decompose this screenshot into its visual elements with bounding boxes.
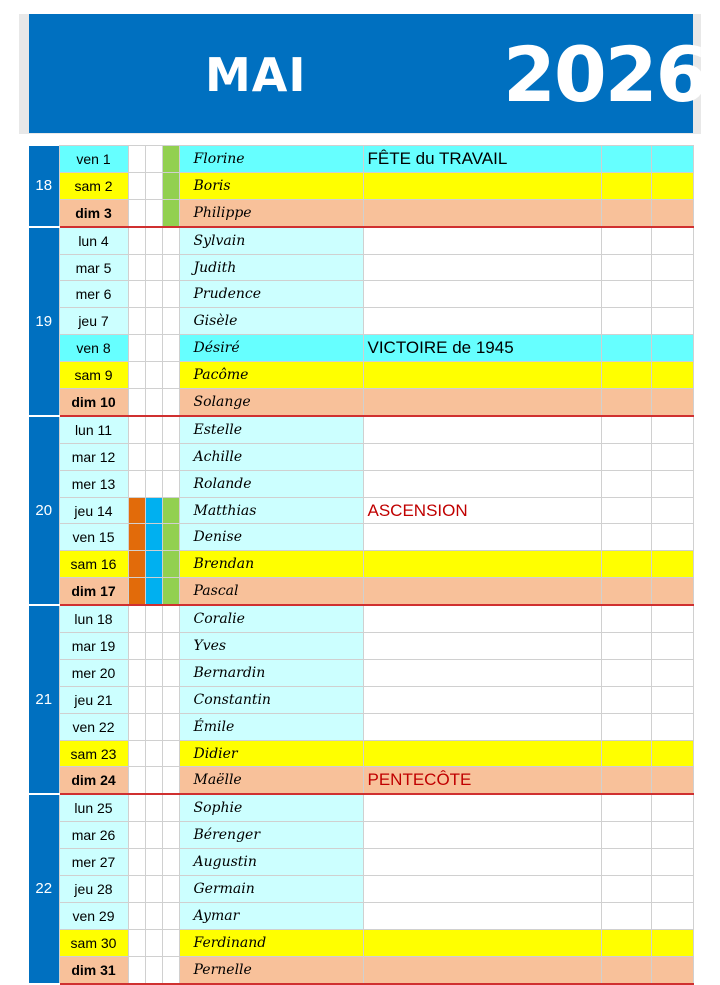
saint-name: Solange <box>179 389 363 416</box>
empty-cell <box>601 876 651 903</box>
empty-marker-cell <box>145 146 162 173</box>
calendar-row <box>29 659 693 686</box>
calendar-row <box>29 956 693 983</box>
empty-cell <box>651 470 693 497</box>
week-number: 19 <box>29 227 59 416</box>
period-marker-blue <box>145 497 162 524</box>
empty-cell <box>601 389 651 416</box>
empty-marker-cell <box>128 740 145 767</box>
saint-name: Philippe <box>179 199 363 226</box>
empty-marker-cell <box>145 172 162 199</box>
calendar-row <box>29 578 693 605</box>
empty-marker-cell <box>145 822 162 849</box>
calendar-row <box>29 172 693 199</box>
period-marker-blue <box>145 578 162 605</box>
calendar-row <box>29 308 693 335</box>
period-marker-green <box>162 578 179 605</box>
empty-marker-cell <box>162 929 179 956</box>
empty-marker-cell <box>145 794 162 821</box>
empty-marker-cell <box>162 443 179 470</box>
event-label <box>363 199 601 226</box>
empty-cell <box>601 362 651 389</box>
period-marker-blue <box>145 524 162 551</box>
saint-name: Didier <box>179 740 363 767</box>
saint-name: Bernardin <box>179 659 363 686</box>
day-label: jeu 14 <box>59 497 128 524</box>
empty-cell <box>651 443 693 470</box>
event-label <box>363 605 601 632</box>
empty-cell <box>601 524 651 551</box>
event-label <box>363 227 601 254</box>
empty-marker-cell <box>162 470 179 497</box>
saint-name: Pacôme <box>179 362 363 389</box>
day-label: jeu 21 <box>59 686 128 713</box>
calendar-header <box>29 14 707 133</box>
empty-cell <box>651 254 693 281</box>
empty-marker-cell <box>162 281 179 308</box>
empty-cell <box>601 633 651 660</box>
saint-name: Achille <box>179 443 363 470</box>
saint-name: Denise <box>179 524 363 551</box>
day-label: dim 3 <box>59 199 128 226</box>
calendar-row <box>29 335 693 362</box>
empty-marker-cell <box>145 956 162 983</box>
event-label <box>363 524 601 551</box>
empty-marker-cell <box>145 199 162 226</box>
calendar-row <box>29 524 693 551</box>
event-label <box>363 740 601 767</box>
empty-marker-cell <box>145 389 162 416</box>
empty-cell <box>651 227 693 254</box>
calendar-row <box>29 281 693 308</box>
event-label <box>363 362 601 389</box>
empty-cell <box>601 822 651 849</box>
empty-cell <box>601 227 651 254</box>
empty-marker-cell <box>128 849 145 876</box>
day-label: sam 16 <box>59 551 128 578</box>
empty-marker-cell <box>145 605 162 632</box>
empty-marker-cell <box>162 362 179 389</box>
empty-cell <box>601 686 651 713</box>
event-label <box>363 794 601 821</box>
week-number: 20 <box>29 416 59 605</box>
calendar-row <box>29 876 693 903</box>
day-label: dim 31 <box>59 956 128 983</box>
empty-marker-cell <box>162 740 179 767</box>
calendar-row <box>29 605 693 632</box>
saint-name: Constantin <box>179 686 363 713</box>
week-number: 18 <box>29 146 59 227</box>
empty-cell <box>601 740 651 767</box>
empty-cell <box>651 686 693 713</box>
period-marker-orange <box>128 578 145 605</box>
empty-cell <box>651 740 693 767</box>
period-marker-blue <box>145 551 162 578</box>
empty-marker-cell <box>162 876 179 903</box>
calendar-row <box>29 389 693 416</box>
empty-marker-cell <box>162 227 179 254</box>
day-label: mer 6 <box>59 281 128 308</box>
empty-marker-cell <box>145 659 162 686</box>
day-label: mar 19 <box>59 633 128 660</box>
calendar-row <box>29 767 693 794</box>
empty-marker-cell <box>128 281 145 308</box>
period-marker-green <box>162 199 179 226</box>
empty-cell <box>601 578 651 605</box>
calendar-row <box>29 849 693 876</box>
empty-cell <box>651 956 693 983</box>
day-label: mer 13 <box>59 470 128 497</box>
empty-marker-cell <box>128 902 145 929</box>
empty-marker-cell <box>162 605 179 632</box>
empty-marker-cell <box>162 794 179 821</box>
week-number: 22 <box>29 794 59 983</box>
event-label <box>363 659 601 686</box>
event-label <box>363 578 601 605</box>
saint-name: Désiré <box>179 335 363 362</box>
empty-marker-cell <box>128 605 145 632</box>
empty-cell <box>651 172 693 199</box>
empty-cell <box>601 470 651 497</box>
saint-name: Gisèle <box>179 308 363 335</box>
empty-cell <box>651 876 693 903</box>
saint-name: Matthias <box>179 497 363 524</box>
empty-marker-cell <box>145 335 162 362</box>
empty-marker-cell <box>162 308 179 335</box>
empty-marker-cell <box>128 470 145 497</box>
event-label <box>363 686 601 713</box>
empty-cell <box>651 578 693 605</box>
event-label <box>363 281 601 308</box>
empty-marker-cell <box>162 713 179 740</box>
empty-cell <box>651 902 693 929</box>
empty-marker-cell <box>145 740 162 767</box>
saint-name: Ferdinand <box>179 929 363 956</box>
empty-cell <box>601 713 651 740</box>
empty-marker-cell <box>128 767 145 794</box>
empty-cell <box>651 822 693 849</box>
empty-marker-cell <box>128 389 145 416</box>
empty-marker-cell <box>162 416 179 443</box>
calendar-row <box>29 713 693 740</box>
day-label: sam 2 <box>59 172 128 199</box>
empty-cell <box>601 497 651 524</box>
saint-name: Brendan <box>179 551 363 578</box>
empty-cell <box>651 335 693 362</box>
day-label: mar 5 <box>59 254 128 281</box>
period-marker-orange <box>128 497 145 524</box>
period-marker-green <box>162 551 179 578</box>
day-label: sam 9 <box>59 362 128 389</box>
day-label: lun 25 <box>59 794 128 821</box>
event-label <box>363 308 601 335</box>
empty-cell <box>651 416 693 443</box>
calendar-row <box>29 227 693 254</box>
day-label: dim 24 <box>59 767 128 794</box>
empty-cell <box>601 335 651 362</box>
saint-name: Bérenger <box>179 822 363 849</box>
event-label <box>363 822 601 849</box>
empty-cell <box>601 929 651 956</box>
empty-marker-cell <box>128 199 145 226</box>
day-label: dim 10 <box>59 389 128 416</box>
event-label <box>363 389 601 416</box>
empty-marker-cell <box>162 335 179 362</box>
saint-name: Augustin <box>179 849 363 876</box>
calendar-row <box>29 470 693 497</box>
empty-marker-cell <box>128 254 145 281</box>
empty-cell <box>651 308 693 335</box>
saint-name: Maëlle <box>179 767 363 794</box>
empty-marker-cell <box>145 470 162 497</box>
empty-cell <box>651 497 693 524</box>
saint-name: Florine <box>179 146 363 173</box>
event-label <box>363 172 601 199</box>
empty-cell <box>651 929 693 956</box>
empty-cell <box>651 389 693 416</box>
saint-name: Rolande <box>179 470 363 497</box>
calendar-row <box>29 551 693 578</box>
empty-marker-cell <box>128 335 145 362</box>
empty-marker-cell <box>128 822 145 849</box>
empty-marker-cell <box>145 876 162 903</box>
event-label <box>363 443 601 470</box>
event-label: ASCENSION <box>363 497 601 524</box>
empty-marker-cell <box>128 956 145 983</box>
saint-name: Pernelle <box>179 956 363 983</box>
empty-marker-cell <box>128 876 145 903</box>
event-label <box>363 633 601 660</box>
day-label: ven 1 <box>59 146 128 173</box>
calendar-row <box>29 497 693 524</box>
empty-cell <box>601 794 651 821</box>
day-label: sam 30 <box>59 929 128 956</box>
empty-marker-cell <box>162 254 179 281</box>
empty-cell <box>601 849 651 876</box>
empty-cell <box>601 254 651 281</box>
empty-cell <box>651 794 693 821</box>
event-label <box>363 713 601 740</box>
empty-cell <box>601 956 651 983</box>
event-label <box>363 470 601 497</box>
day-label: jeu 7 <box>59 308 128 335</box>
empty-cell <box>651 524 693 551</box>
empty-marker-cell <box>162 956 179 983</box>
empty-cell <box>651 713 693 740</box>
calendar-row <box>29 254 693 281</box>
empty-marker-cell <box>145 227 162 254</box>
empty-marker-cell <box>145 686 162 713</box>
empty-marker-cell <box>162 822 179 849</box>
empty-cell <box>601 659 651 686</box>
empty-marker-cell <box>145 929 162 956</box>
empty-marker-cell <box>128 659 145 686</box>
day-label: ven 15 <box>59 524 128 551</box>
empty-cell <box>601 172 651 199</box>
empty-cell <box>601 605 651 632</box>
empty-marker-cell <box>145 254 162 281</box>
empty-cell <box>651 767 693 794</box>
empty-marker-cell <box>128 929 145 956</box>
empty-marker-cell <box>145 281 162 308</box>
calendar-row <box>29 199 693 226</box>
empty-cell <box>651 551 693 578</box>
calendar-row <box>29 822 693 849</box>
event-label: VICTOIRE de 1945 <box>363 335 601 362</box>
event-label <box>363 254 601 281</box>
calendar-row <box>29 686 693 713</box>
event-label <box>363 876 601 903</box>
event-label <box>363 929 601 956</box>
period-marker-green <box>162 146 179 173</box>
empty-marker-cell <box>145 416 162 443</box>
empty-cell <box>601 308 651 335</box>
empty-marker-cell <box>145 849 162 876</box>
empty-cell <box>651 849 693 876</box>
empty-cell <box>651 146 693 173</box>
empty-marker-cell <box>162 633 179 660</box>
calendar-row <box>29 416 693 443</box>
event-label <box>363 551 601 578</box>
day-label: mar 12 <box>59 443 128 470</box>
calendar-table <box>29 145 694 985</box>
empty-marker-cell <box>145 767 162 794</box>
period-marker-green <box>162 497 179 524</box>
calendar-row <box>29 740 693 767</box>
calendar-row <box>29 362 693 389</box>
saint-name: Aymar <box>179 902 363 929</box>
event-label <box>363 849 601 876</box>
empty-marker-cell <box>128 633 145 660</box>
empty-cell <box>651 659 693 686</box>
saint-name: Pascal <box>179 578 363 605</box>
event-label <box>363 416 601 443</box>
period-marker-orange <box>128 551 145 578</box>
period-marker-green <box>162 524 179 551</box>
saint-name: Germain <box>179 876 363 903</box>
empty-marker-cell <box>162 902 179 929</box>
empty-marker-cell <box>128 362 145 389</box>
calendar-row <box>29 146 693 173</box>
empty-marker-cell <box>162 389 179 416</box>
empty-cell <box>651 633 693 660</box>
empty-marker-cell <box>128 713 145 740</box>
period-marker-green <box>162 172 179 199</box>
empty-marker-cell <box>162 686 179 713</box>
day-label: mer 27 <box>59 849 128 876</box>
day-label: ven 22 <box>59 713 128 740</box>
empty-marker-cell <box>145 443 162 470</box>
empty-marker-cell <box>162 849 179 876</box>
event-label <box>363 902 601 929</box>
empty-marker-cell <box>145 902 162 929</box>
saint-name: Estelle <box>179 416 363 443</box>
empty-cell <box>601 281 651 308</box>
calendar-row <box>29 443 693 470</box>
calendar-row <box>29 794 693 821</box>
empty-cell <box>651 362 693 389</box>
day-label: jeu 28 <box>59 876 128 903</box>
calendar-row <box>29 633 693 660</box>
month-title: MAI <box>205 48 307 102</box>
empty-cell <box>651 281 693 308</box>
calendar-row <box>29 902 693 929</box>
empty-cell <box>601 551 651 578</box>
empty-marker-cell <box>128 443 145 470</box>
empty-marker-cell <box>128 794 145 821</box>
empty-cell <box>601 199 651 226</box>
saint-name: Judith <box>179 254 363 281</box>
saint-name: Yves <box>179 633 363 660</box>
saint-name: Émile <box>179 713 363 740</box>
day-label: lun 11 <box>59 416 128 443</box>
saint-name: Sylvain <box>179 227 363 254</box>
year-title: 2026 <box>503 30 707 119</box>
empty-marker-cell <box>128 686 145 713</box>
saint-name: Sophie <box>179 794 363 821</box>
empty-cell <box>601 767 651 794</box>
empty-marker-cell <box>128 416 145 443</box>
event-label: PENTECÔTE <box>363 767 601 794</box>
day-label: ven 8 <box>59 335 128 362</box>
day-label: mer 20 <box>59 659 128 686</box>
empty-cell <box>601 146 651 173</box>
calendar-row <box>29 929 693 956</box>
empty-marker-cell <box>128 146 145 173</box>
day-label: lun 4 <box>59 227 128 254</box>
empty-marker-cell <box>145 633 162 660</box>
event-label <box>363 956 601 983</box>
day-label: lun 18 <box>59 605 128 632</box>
period-marker-orange <box>128 524 145 551</box>
day-label: sam 23 <box>59 740 128 767</box>
saint-name: Coralie <box>179 605 363 632</box>
empty-cell <box>601 443 651 470</box>
empty-cell <box>651 199 693 226</box>
empty-marker-cell <box>145 308 162 335</box>
empty-marker-cell <box>145 362 162 389</box>
empty-marker-cell <box>128 172 145 199</box>
empty-marker-cell <box>128 308 145 335</box>
day-label: ven 29 <box>59 902 128 929</box>
empty-marker-cell <box>162 767 179 794</box>
saint-name: Boris <box>179 172 363 199</box>
empty-cell <box>601 416 651 443</box>
empty-marker-cell <box>145 713 162 740</box>
empty-marker-cell <box>162 659 179 686</box>
saint-name: Prudence <box>179 281 363 308</box>
day-label: mar 26 <box>59 822 128 849</box>
day-label: dim 17 <box>59 578 128 605</box>
empty-cell <box>601 902 651 929</box>
empty-marker-cell <box>128 227 145 254</box>
event-label: FÊTE du TRAVAIL <box>363 146 601 173</box>
week-number: 21 <box>29 605 59 794</box>
empty-cell <box>651 605 693 632</box>
